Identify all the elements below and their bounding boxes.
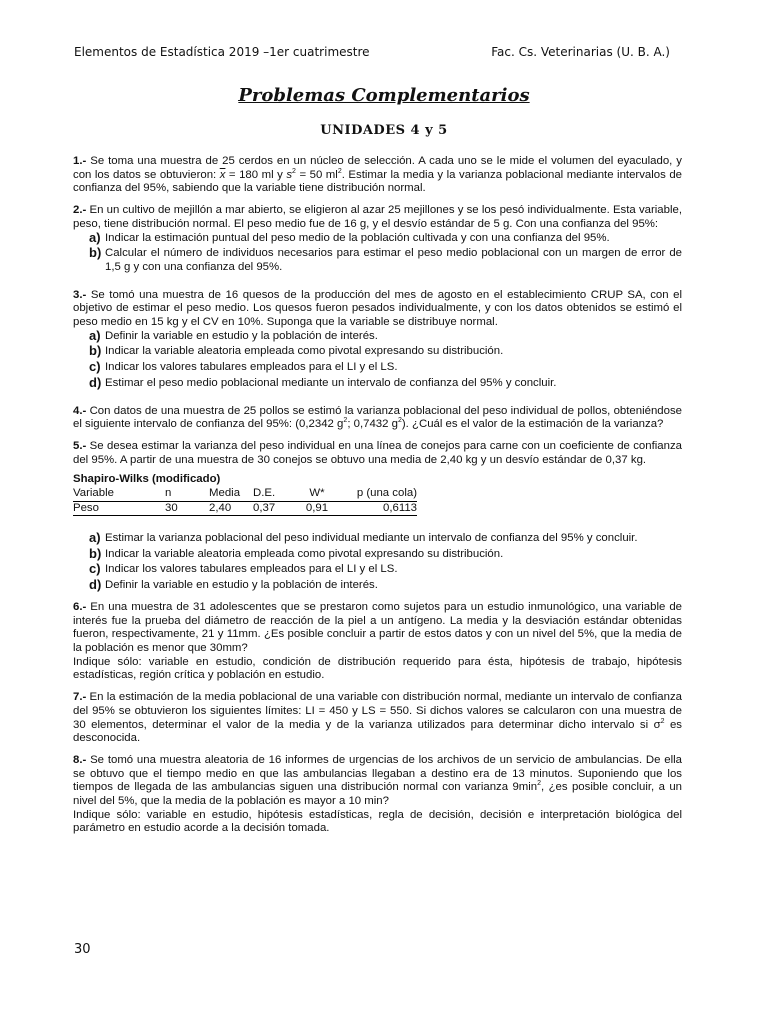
problem-text: En la estimación de la media poblacional de una variable con distribución normal, mediante un intervalo de confianza del 95% se obtuvieron los siguientes límites: LI = 450 y LS = 550. Si dichos valores se calcularon con una muestra de 30 elementos, determinar el valor de la media y de la varianza utilizados para determinar dicho intervalo si σ: [73, 691, 682, 731]
superscript: 2: [660, 717, 665, 725]
table-header: Variable: [73, 487, 165, 501]
x-bar-symbol: $\overline{x}$: [219, 168, 226, 181]
item-text: Indicar los valores tabulares empleados para el LI y el LS.: [105, 361, 398, 374]
item-text: Indicar la estimación puntual del peso medio de la población cultivada y con una confianza del 95%.: [105, 231, 610, 244]
problem-text: , ¿es posible concluir, a un nivel del 5%, que la media de la población es mayor a 10 min?: [73, 781, 682, 808]
table-title: Shapiro-Wilks (modificado): [73, 473, 221, 486]
item-label: c): [89, 359, 101, 375]
problem-4: [73, 405, 682, 432]
problem-number: 5.-: [73, 439, 87, 452]
table-cell: Peso: [73, 501, 165, 516]
problem-number: 1.-: [73, 155, 87, 167]
list-item: [89, 579, 682, 593]
shapiro-wilks-table: [73, 473, 682, 516]
item-label: d): [89, 577, 102, 593]
superscript: 2: [337, 167, 342, 175]
problem-5-items: [89, 532, 682, 593]
table-row: [73, 501, 417, 516]
problem-1: [73, 155, 682, 196]
problem-text: Se desea estimar la varianza del peso individual en una línea de conejos para carne con un coeficiente de confianza del 95%. A partir de una muestra de 30 conejos se obtuvo una media de 2,40 kg y un desvío estándar de 0,37 kg.: [73, 439, 682, 466]
problem-text: En un cultivo de mejillón a mar abierto, se eligieron al azar 25 mejillones y se los pesó individualmente. Esta variable, peso, tiene distribución normal. El peso medio fue de 16 g, y el desvío estándar de 5 g. Con una confianza del 95%:: [73, 204, 682, 230]
item-label: b): [89, 545, 102, 561]
problem-instructions: Indique sólo: variable en estudio, hipótesis estadísticas, regla de decisión, decisión e interpretación biológica del parámetro en estudio acorde a la decisión tomada.: [73, 808, 682, 835]
problem-text: ; 0,7432 g: [347, 418, 398, 431]
problem-number: 3.-: [73, 288, 87, 301]
s-symbol: s: [286, 168, 293, 181]
header-faculty: Fac. Cs. Veterinarias (U. B. A.): [491, 45, 670, 59]
problem-number: 8.-: [73, 753, 87, 766]
problem-text: Se tomó una muestra de 16 quesos de la producción del mes de agosto en el establecimiento CRUP SA, con el objetivo de estimar el peso medio. Los quesos fueron pesados individualmente, y con los datos obtenidos se estimó el peso medio en 15 kg y el CV en 10%. Suponga que la variable se distribuye normal.: [73, 288, 682, 329]
problem-2-items: [89, 229, 682, 275]
problem-text: . Estimar la media y la varianza poblacional mediante intervalos de confianza del 95%, sabiendo que la variable tiene distribución normal.: [73, 168, 682, 195]
problem-text: Se tomó una muestra aleatoria de 16 informes de urgencias de los archivos de un servicio de ambulancias. De ella se obtuvo que el tiempo medio en que las ambulancias llegaban a destino era de 13 minutos. Suponiendo que los tiempos de llegada de las ambulancias siguen una distribución normal con varianza 9min: [73, 753, 682, 794]
problem-2: [73, 204, 682, 275]
list-item: [89, 247, 682, 274]
problem-text: En una muestra de 31 adolescentes que se prestaron como sujetos para un estudio inmunológico, una variable de interés fue la prueba del diámetro de reacción de la piel a un antígeno. La media y la desviación estándar obtenidas fueron, respectivamente, 21 y 11mm. ¿Es posible concluir a partir de estos datos y con un nivel del 5%, que la media de la población es menor que 30mm?: [73, 600, 682, 654]
table-header: D.E.: [253, 487, 297, 501]
table-cell: 0,37: [253, 501, 297, 516]
table-header: p (una cola): [337, 487, 417, 501]
stats-table: [73, 487, 417, 516]
list-item: [89, 545, 682, 562]
list-item: [89, 374, 682, 391]
item-text: Calcular el número de individuos necesarios para estimar el peso medio poblacional con un margen de error de 1,5 g y con una confianza del 95%.: [105, 247, 682, 273]
page-number: 30: [74, 942, 91, 957]
problem-3: [73, 289, 682, 391]
problem-number: 2.-: [73, 204, 87, 217]
list-item: [89, 229, 682, 246]
item-label: b): [89, 343, 102, 359]
problem-5: [73, 440, 682, 593]
problem-text: = 180 ml y: [225, 168, 287, 181]
item-label: b): [89, 245, 102, 261]
table-header: n: [165, 487, 209, 501]
list-item: [89, 532, 682, 546]
problem-text: Con datos de una muestra de 25 pollos se estimó la varianza poblacional del peso individual de pollos, obteniéndose el siguiente intervalo de confianza del 95%: (0,2342 g: [73, 404, 682, 431]
problem-instructions: Indique sólo: variable en estudio, condición de distribución requerido para ésta, hipótesis de trabajo, hipótesis estadísticas, región crítica y población en estudio.: [73, 655, 682, 682]
list-item: [89, 361, 682, 375]
table-cell: 2,40: [209, 501, 253, 516]
item-text: Indicar la variable aleatoria empleada como pivotal expresando su distribución.: [105, 345, 504, 358]
item-text: Estimar el peso medio poblacional mediante un intervalo de confianza del 95% y concluir.: [105, 376, 557, 389]
superscript: 2: [343, 417, 348, 425]
table-header: Media: [209, 487, 253, 501]
item-text: Indicar los valores tabulares empleados para el LI y el LS.: [105, 563, 398, 576]
item-label: a): [89, 229, 101, 245]
list-item: [89, 345, 682, 359]
list-item: [89, 327, 682, 344]
problem-text: ). ¿Cuál es el valor de la estimación de la varianza?: [401, 418, 664, 431]
list-item: [89, 563, 682, 577]
table-header-row: [73, 487, 417, 501]
item-text: Definir la variable en estudio y la población de interés.: [105, 579, 378, 592]
problem-text: = 50 ml: [295, 168, 338, 181]
item-text: Indicar la variable aleatoria empleada como pivotal expresando su distribución.: [105, 547, 504, 560]
problem-number: 7.-: [73, 691, 87, 704]
page-subtitle: UNIDADES 4 y 5: [320, 123, 448, 138]
table-cell: 30: [165, 501, 209, 516]
item-label: d): [89, 374, 102, 390]
problem-text: Se toma una muestra de 25 cerdos en un núcleo de selección. A cada uno se le mide el volumen del eyaculado, y con los datos se obtuvieron:: [73, 155, 682, 181]
problems-content: [73, 155, 682, 844]
page-title: Problemas Complementarios: [238, 85, 530, 106]
header-course: Elementos de Estadística 2019 –1er cuatrimestre: [74, 45, 370, 59]
problem-number: 4.-: [73, 404, 87, 417]
table-cell: 0,6113: [337, 501, 417, 516]
item-text: Estimar la varianza poblacional del peso individual mediante un intervalo de confianza del 95% y concluir.: [105, 532, 638, 545]
problem-3-items: [89, 327, 682, 391]
superscript: 2: [397, 417, 402, 425]
item-label: a): [89, 327, 101, 343]
table-header: W*: [297, 487, 337, 501]
problem-number: 6.-: [73, 600, 87, 613]
superscript: 2: [537, 780, 542, 788]
item-text: Definir la variable en estudio y la población de interés.: [105, 329, 378, 342]
problem-7: [73, 691, 682, 746]
problem-6: [73, 601, 682, 683]
problem-8: [73, 754, 682, 836]
table-cell: 0,91: [297, 501, 337, 516]
item-label: c): [89, 561, 101, 577]
item-label: a): [89, 530, 101, 546]
superscript: 2: [292, 167, 296, 175]
problem-text: es desconocida.: [73, 718, 682, 745]
